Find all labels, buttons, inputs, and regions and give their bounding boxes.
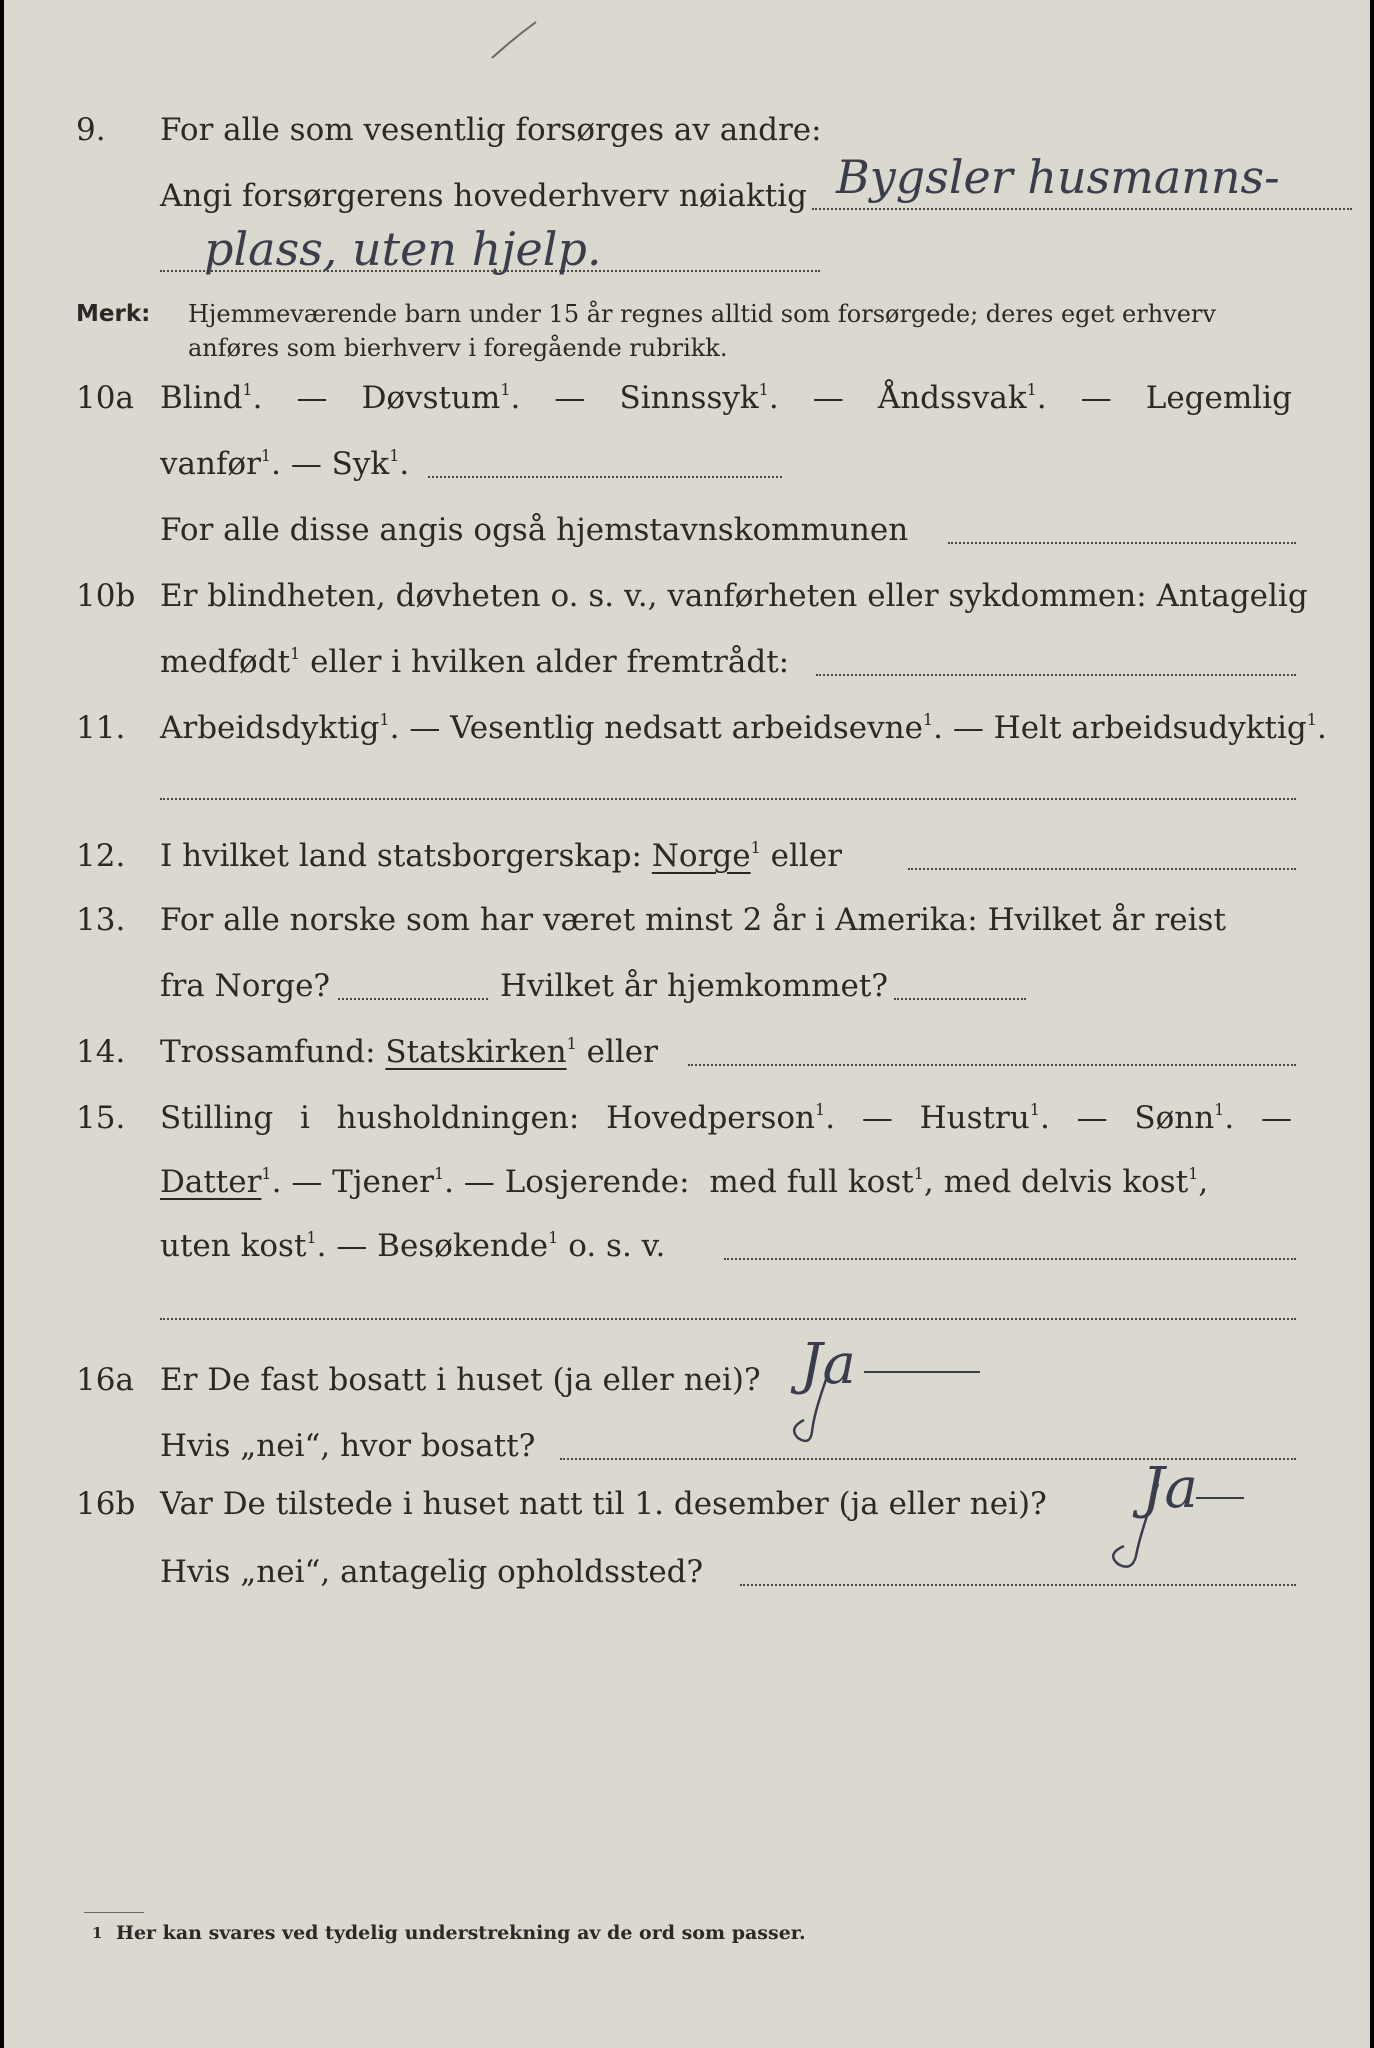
q15-options-2: Datter$^1$. — Tjener$^1$. — Losjerende: med full kost$^1$, med delvis kost$^1$,: [160, 1164, 1209, 1200]
q14-number: 14.: [76, 1034, 126, 1070]
word: i: [299, 1100, 310, 1136]
merk-text-2: anføres som bierhverv i foregående rubrikk.: [188, 334, 728, 362]
census-form-page: [4, 0, 1370, 2048]
q10a-hjemstavn-label: For alle disse angis også hjemstavnskommunen: [160, 512, 909, 548]
q10a-line2: [4, 434, 1370, 494]
option-sonn[interactable]: Sønn$^1$.: [1134, 1100, 1235, 1136]
q16a-label: Er De fast bosatt i huset (ja eller nei)?: [160, 1362, 761, 1398]
q16a-number: 16a: [76, 1362, 134, 1398]
q9-occupation-label: Angi forsørgerens hovederhverv nøiaktig: [160, 178, 807, 214]
q10a-number: 10a: [76, 380, 134, 416]
option-tjener[interactable]: — Tjener$^1$.: [291, 1164, 454, 1200]
option-nedsatt[interactable]: — Vesentlig nedsatt arbeidsevne$^1$.: [409, 710, 943, 746]
q10b-label: Er blindheten, døvheten o. s. v., vanførheten eller sykdommen: Antagelig: [160, 578, 1308, 614]
q13-line1: [4, 890, 1370, 950]
dash: —: [812, 380, 844, 416]
footnote-text: Her kan svares ved tydelig understrekning av de ord som passer.: [116, 1922, 806, 1944]
footnote-number: 1: [92, 1924, 103, 1942]
q11-options: [160, 698, 1327, 758]
option-delvis-kost[interactable]: , med delvis kost$^1$,: [923, 1164, 1209, 1200]
option-legemlig[interactable]: Legemlig: [1145, 380, 1292, 416]
q9-label: For alle som vesentlig forsørges av andre:: [160, 112, 822, 148]
option-blind[interactable]: Blind$^1$.: [160, 380, 263, 416]
q16b-opholdssted-label: Hvis „nei“, antagelig opholdssted?: [160, 1554, 704, 1590]
q12-other-country-field[interactable]: [908, 868, 1296, 870]
option-datter-underlined[interactable]: Datter: [160, 1164, 262, 1200]
q16b-number: 16b: [76, 1486, 136, 1522]
q11-answer-field[interactable]: [160, 798, 1296, 800]
q9-handwritten-answer-1: Bygsler husmanns-: [836, 150, 1280, 204]
q15-answer-field[interactable]: [160, 1318, 1296, 1320]
option-hustru[interactable]: Hustru$^1$.: [919, 1100, 1050, 1136]
option-full-kost[interactable]: med full kost$^1$: [709, 1164, 924, 1200]
option-norge-underlined[interactable]: Norge: [651, 838, 751, 874]
q9-handwritten-answer-2: plass, uten hjelp.: [204, 222, 602, 276]
q15-number: 15.: [76, 1100, 126, 1136]
q14-line: [4, 1022, 1370, 1082]
q16a-line1: [4, 1350, 1370, 1410]
q10b-line2: [4, 632, 1370, 692]
q9-number: 9.: [76, 112, 106, 148]
q10a-options: [160, 368, 1292, 428]
q13-reist-label: fra Norge?: [160, 968, 331, 1004]
q15-options-1: [160, 1088, 1292, 1148]
q10b-line1: [4, 566, 1370, 626]
q16b-opholdssted-field[interactable]: [740, 1584, 1296, 1586]
dash: —: [296, 380, 328, 416]
q10a-line2-text: [160, 434, 409, 494]
q16a-handwritten-answer: Ja: [800, 1332, 856, 1397]
q14-other-field[interactable]: [688, 1064, 1296, 1066]
merk-text-1: Hjemmeværende barn under 15 år regnes alltid som forsørgede; deres eget erhverv: [188, 300, 1216, 328]
footnote-rule: [84, 1912, 144, 1913]
q14-text: Trossamfund: Statskirken$^1$ eller: [160, 1034, 658, 1070]
q11-line1: [4, 698, 1370, 758]
q16b-label: Var De tilstede i huset natt til 1. desember (ja eller nei)?: [160, 1486, 1047, 1522]
word: husholdningen:: [336, 1100, 580, 1136]
q13-reist-field[interactable]: [338, 998, 488, 1000]
option-besokende[interactable]: — Besøkende$^1$: [336, 1228, 559, 1264]
q12-number: 12.: [76, 838, 126, 874]
dash: —: [1260, 1100, 1292, 1136]
dash: —: [861, 1100, 893, 1136]
q11-number: 11.: [76, 710, 126, 746]
option-udyktig[interactable]: — Helt arbeidsudyktig$^1$.: [952, 710, 1327, 746]
q12-text: I hvilket land statsborgerskap: Norge$^1$ eller: [160, 838, 842, 874]
q13-number: 13.: [76, 902, 126, 938]
option-arbeidsdyktig[interactable]: Arbeidsdyktig$^1$.: [160, 710, 400, 746]
merk-label: Merk:: [76, 301, 151, 327]
dash: —: [554, 380, 586, 416]
q12-line: [4, 826, 1370, 886]
option-medfodt[interactable]: medfødt$^1$: [160, 644, 301, 680]
dash: —: [1076, 1100, 1108, 1136]
q10b-number: 10b: [76, 578, 136, 614]
q13-hjemkommet-label: Hvilket år hjemkommet?: [500, 968, 888, 1004]
q15-line2: [4, 1152, 1370, 1212]
q10a-syk-field[interactable]: [428, 476, 782, 478]
word: Stilling: [160, 1100, 274, 1136]
option-hovedperson[interactable]: Hovedperson$^1$.: [606, 1100, 836, 1136]
q15-line1: [4, 1088, 1370, 1148]
option-syk[interactable]: — Syk$^1$.: [290, 446, 410, 482]
q16a-bosatt-label: Hvis „nei“, hvor bosatt?: [160, 1428, 536, 1464]
q15-other-field[interactable]: [724, 1258, 1296, 1260]
q9-answer-field[interactable]: [812, 208, 1352, 210]
footnote: [92, 1922, 806, 1944]
dash: —: [1080, 380, 1112, 416]
option-uten-kost[interactable]: uten kost$^1$.: [160, 1228, 327, 1264]
pencil-mark: [484, 18, 544, 68]
q10a-line3: [4, 500, 1370, 560]
q10a-hjemstavn-field[interactable]: [948, 542, 1296, 544]
q10b-line2-text: medfødt$^1$ eller i hvilken alder fremtrådt:: [160, 644, 790, 680]
q10a-line1: [4, 368, 1370, 428]
option-statskirken-underlined[interactable]: Statskirken: [385, 1034, 567, 1070]
q13-label: For alle norske som har været minst 2 år i Amerika: Hvilket år reist: [160, 902, 1226, 938]
q15-options-3: uten kost$^1$. — Besøkende$^1$ o. s. v.: [160, 1228, 666, 1264]
option-dovstum[interactable]: Døvstum$^1$.: [361, 380, 521, 416]
q16b-line2: [4, 1542, 1370, 1602]
q13-hjemkommet-field[interactable]: [894, 998, 1026, 1000]
option-andssvak[interactable]: Åndssvak$^1$.: [877, 380, 1047, 416]
q16b-handwritten-answer: Ja: [1142, 1456, 1198, 1521]
q15-line3: [4, 1216, 1370, 1276]
option-vanfor[interactable]: vanfør$^1$.: [160, 446, 281, 482]
q13-line2: [4, 956, 1370, 1016]
q10b-alder-field[interactable]: [816, 674, 1296, 676]
option-sinnssyk[interactable]: Sinnssyk$^1$.: [619, 380, 779, 416]
